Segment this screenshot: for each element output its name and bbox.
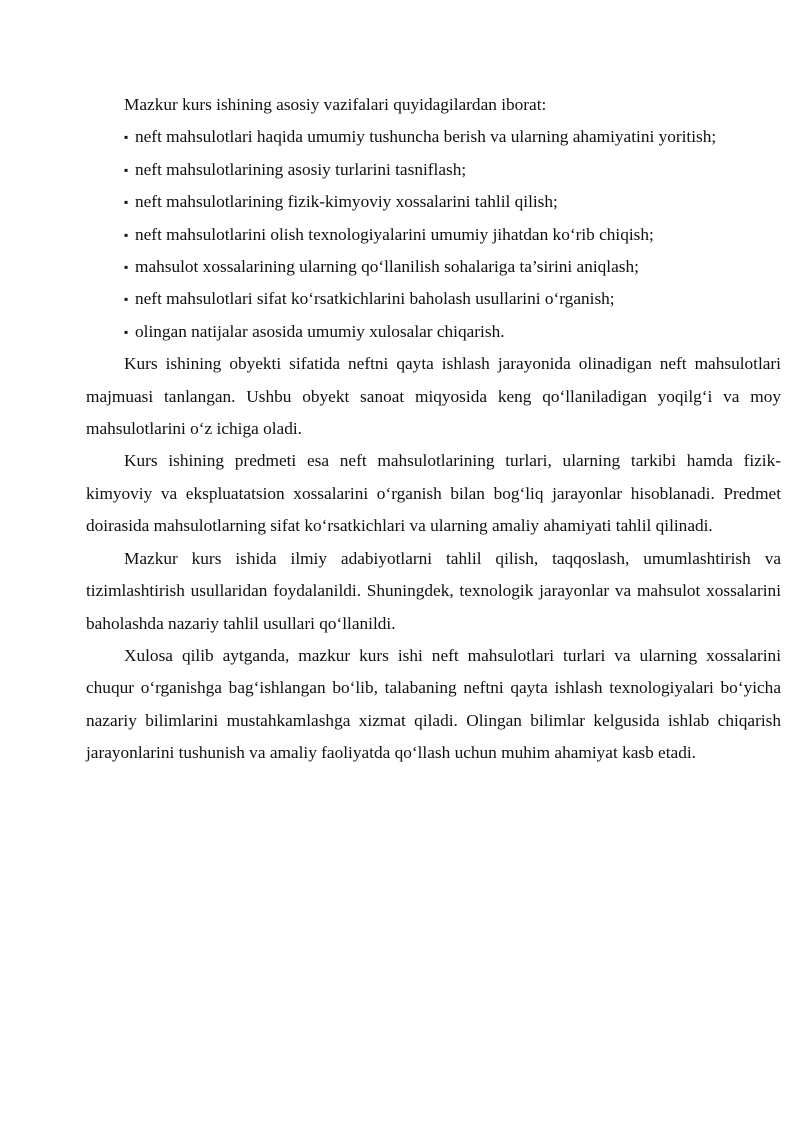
- list-item: [86, 121, 781, 153]
- bullet-icon: ▪: [124, 324, 129, 339]
- list-item: [86, 219, 781, 251]
- bullet-icon: ▪: [124, 260, 129, 275]
- list-item-text: neft mahsulotlarini olish texnologiyalarini umumiy jihatdan ko‘rib chiqish;: [135, 224, 654, 244]
- bullet-icon: ▪: [124, 195, 129, 210]
- list-item-text: neft mahsulotlarining fizik-kimyoviy xossalarini tahlil qilish;: [135, 192, 558, 212]
- list-item-text: olingan natijalar asosida umumiy xulosalar chiqarish.: [135, 321, 505, 341]
- list-item: [86, 316, 781, 348]
- list-item-text: mahsulot xossalarining ularning qo‘llanilish sohalariga ta’sirini aniqlash;: [135, 257, 639, 277]
- tasks-list: [86, 121, 781, 348]
- bullet-icon: ▪: [124, 130, 129, 145]
- list-item: [86, 251, 781, 283]
- document-body: [86, 89, 781, 770]
- list-item-text: neft mahsulotlari sifat ko‘rsatkichlarini baholash usullarini o‘rganish;: [135, 289, 615, 309]
- list-item-text: neft mahsulotlari haqida umumiy tushuncha berish va ularning ahamiyatini yoritish;: [135, 127, 717, 147]
- list-item: [86, 186, 781, 218]
- paragraph-object: Kurs ishining obyekti sifatida neftni qayta ishlash jarayonida olinadigan neft mahsulotlari majmuasi tanlangan. Ushbu obyekt sanoat miqyosida keng qo‘llaniladigan yoqilg‘i va moy mahsulotlarini o‘z ichiga oladi.: [86, 354, 781, 439]
- bullet-icon: ▪: [124, 162, 129, 177]
- paragraph-methods: Mazkur kurs ishida ilmiy adabiyotlarni tahlil qilish, taqqoslash, umumlashtirish va tizimlashtirish usullaridan foydalanildi. Shuningdek, texnologik jarayonlar va mahsulot xossalarini baholashda nazariy tahlil usullari qo‘llanildi.: [86, 548, 781, 633]
- list-item-text: neft mahsulotlarining asosiy turlarini tasniflash;: [135, 159, 467, 179]
- paragraph-conclusion: Xulosa qilib aytganda, mazkur kurs ishi neft mahsulotlari turlari va ularning xossalarini chuqur o‘rganishga bag‘ishlangan bo‘lib, talabaning neftni qayta ishlash texnologiyalari bo‘yicha nazariy bilimlarini mustahkamlashga xizmat qiladi. Olingan bilimlar kelgusida ishlab chiqarish jarayonlarini tushunish va amaliy faoliyatda qo‘llash uchun muhim ahamiyat kasb etadi.: [86, 645, 781, 763]
- paragraph-subject: Kurs ishining predmeti esa neft mahsulotlarining turlari, ularning tarkibi hamda fizik-kimyoviy va ekspluatatsion xossalarini o‘rganish bilan bog‘liq jarayonlar hisoblanadi. Predmet doirasida mahsulotlarning sifat ko‘rsatkichlari va ularning amaliy ahamiyati tahlil qilinadi.: [86, 451, 781, 536]
- bullet-icon: ▪: [124, 292, 129, 307]
- tasks-intro: Mazkur kurs ishining asosiy vazifalari quyidagilardan iborat:: [124, 95, 547, 114]
- list-item: [86, 283, 781, 315]
- bullet-icon: ▪: [124, 227, 129, 242]
- list-item: [86, 154, 781, 186]
